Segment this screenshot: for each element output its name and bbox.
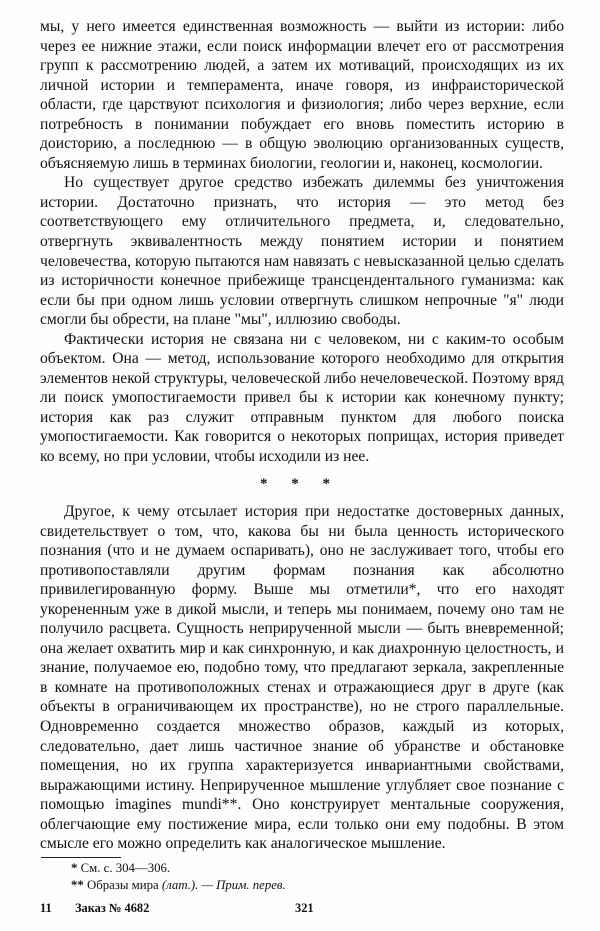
footnote-italic-note: (лат.). — Прим. перев. — [161, 878, 286, 892]
lower-text-block — [40, 502, 564, 854]
paragraph: Фактически история не связана ни с человеком, ни с каким-то особым объектом. Она — метод, использование которого необходимо для открытия элементов некой структуры, человеческой либо нечеловеческой. Поэтому вряд ли поиск умопостигаемости привел бы к истории как конечному пункту; история как раз служит отправным пунктом для любого поиска умопостигаемости. Как говорится о некоторых поприщах, история приведет ко всему, но при условии, чтобы исходили из нее. — [40, 330, 564, 466]
footnote-text: См. с. 304—306. — [80, 861, 171, 875]
footnote — [71, 877, 286, 894]
footnote-text: Образы мира — [87, 878, 159, 892]
page-footer — [40, 901, 564, 919]
section-separator: * * * — [260, 476, 340, 492]
footnote-mark: ** — [71, 878, 84, 892]
paragraph: Другое, к чему отсылает история при недостатке достоверных данных, свидетельствует о том, что, какова бы ни была ценность исторического познания (что и не думаем оспаривать), оно не заслуживает того, чтобы его противопоставляли другим формам познания как абсолютно привилегированную форму. Выше мы отметили*, что его находят укорененным уже в дикой мысли, и теперь мы понимаем, почему оно там не получило расцвета. Сущность неприрученной мысли — быть вневременной; она желает охватить мир и как синхронную, и как диахронную целостность, и знание, получаемое ею, подобно тому, что предлагают зеркала, закрепленные в комнате на противоположных стенах и отражающиеся друг в друге (как объекты в ограничивающем их пространстве), но не строго параллельные. Одновременно создается множество образов, каждый из которых, следовательно, дает лишь частичное знание об убранстве и обстановке помещения, но их группа характеризуется инвариантными свойствами, выражающими истину. Неприрученное мышление углубляет свое познание с помощью imagines mundi**. Оно конструирует ментальные сооружения, облегчающие ему постижение мира, если только они ему подобны. В этом смысле его можно определить как аналогическое мышление. — [40, 503, 564, 853]
footnote-divider — [41, 857, 121, 858]
signature-number: 11 — [40, 901, 52, 915]
upper-text-block — [40, 17, 564, 467]
page-number: 321 — [295, 901, 314, 915]
footnotes — [71, 860, 286, 894]
paragraph: мы, у него имеется единственная возможность — выйти из истории: либо через ее нижние этажи, если поиск информации влечет его от рассмотрения групп к рассмотрению людей, а затем их мотиваций, происходящих из их личной истории и темперамента, иначе говоря, из инфраисторической области, где царствуют психология и физиология; либо через верхние, если потребность в понимании побуждает его вновь поместить историю в доисторию, а последнюю — в общую эволюцию организованных существ, объясняемую лишь в терминах биологии, геологии и, наконец, космологии. — [40, 18, 564, 172]
footnote-mark: * — [71, 861, 78, 875]
paragraph: Но существует другое средство избежать дилеммы без уничтожения истории. Достаточно признать, что история — это метод без соответствующего ему отличительного предмета, и, следовательно, отвергнуть эквивалентность между понятием истории и понятием человечества, которую пытаются нам навязать с невысказанной целью сделать из историчности конечное прибежище трансцендентального гуманизма: как если бы при одном лишь условии отвергнуть слишком непрочные "я" люди смогли бы обрести, на плане "мы", иллюзию свободы. — [40, 174, 564, 329]
print-order: Заказ № 4682 — [75, 901, 150, 915]
footnote — [71, 860, 286, 877]
